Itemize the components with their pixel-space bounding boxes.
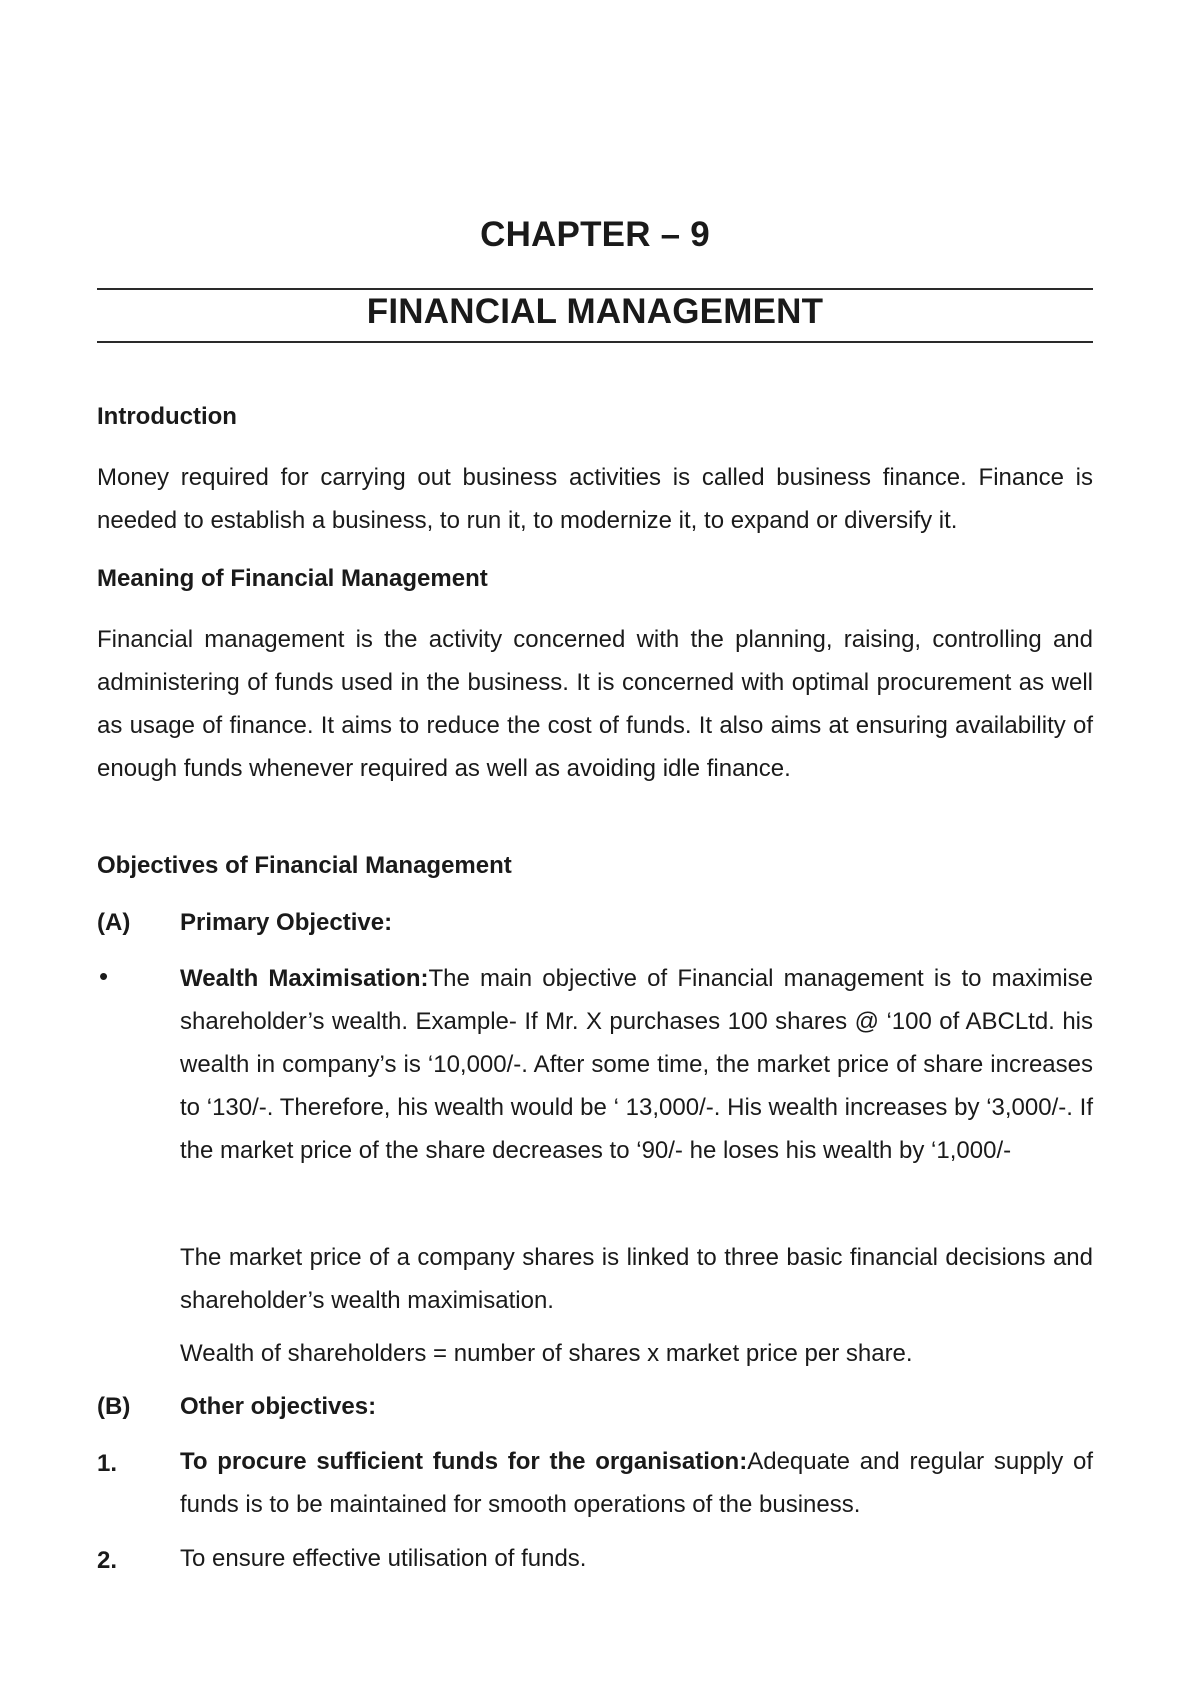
chapter-title: FINANCIAL MANAGEMENT xyxy=(366,292,824,331)
objective-item-2-text: To ensure effective utilisation of funds. xyxy=(180,1545,587,1572)
introduction-heading: Introduction xyxy=(97,403,237,430)
document-page xyxy=(97,0,1093,1698)
bullet-marker: • xyxy=(99,961,109,991)
primary-objective-marker: (A) xyxy=(97,909,131,936)
meaning-paragraph: Financial management is the activity concerned with the planning, raising, controlling and administering of funds used in the business. It is concerned with optimal procurement as well as usage of finance. It aims to reduce the cost of funds. It also aims at ensuring availability of enough funds whenever required as well as avoiding idle finance. xyxy=(97,626,1093,782)
wealth-maximisation-title: Wealth Maximisation: xyxy=(180,965,429,992)
objective-item-1-marker: 1. xyxy=(97,1450,118,1477)
wealth-maximisation-text: The main objective of Financial management is to maximise shareholder’s wealth. Example- If Mr. X purchases 100 shares @ ‘100 of ABCLtd. his wealth in company’s is ‘10,000/-. After some time, the market price of share increases to ‘130/-. Therefore, his wealth would be ‘ 13,000/-. His wealth increases by ‘3,000/-. If the market price of the share decreases to ‘90/- he loses his wealth by ‘1,000/- xyxy=(180,965,1093,1164)
objective-item-2-marker: 2. xyxy=(97,1547,118,1574)
other-objectives-marker: (B) xyxy=(97,1393,131,1420)
objective-item-1-text: Adequate and regular supply of funds is to be maintained for smooth operations of the business. xyxy=(180,1448,1093,1518)
objective-item-1 xyxy=(180,1440,1093,1526)
objectives-heading: Objectives of Financial Management xyxy=(97,852,512,879)
primary-objective-label: Primary Objective: xyxy=(180,909,393,936)
wealth-maximisation-paragraph xyxy=(180,957,1093,1172)
chapter-number: CHAPTER – 9 xyxy=(480,215,710,254)
meaning-heading: Meaning of Financial Management xyxy=(97,565,488,592)
wealth-formula: Wealth of shareholders = number of shares x market price per share. xyxy=(180,1340,913,1367)
title-rule-top xyxy=(97,288,1093,290)
linked-decisions-paragraph: The market price of a company shares is linked to three basic financial decisions and shareholder’s wealth maximisation. xyxy=(180,1244,1093,1314)
objective-item-2 xyxy=(180,1537,1093,1580)
objective-item-1-title: To procure sufficient funds for the organisation: xyxy=(180,1448,748,1475)
introduction-paragraph: Money required for carrying out business activities is called business finance. Finance is needed to establish a business, to run it, to modernize it, to expand or diversify it. xyxy=(97,464,1093,534)
title-rule-bottom xyxy=(97,341,1093,343)
other-objectives-label: Other objectives: xyxy=(180,1393,377,1420)
